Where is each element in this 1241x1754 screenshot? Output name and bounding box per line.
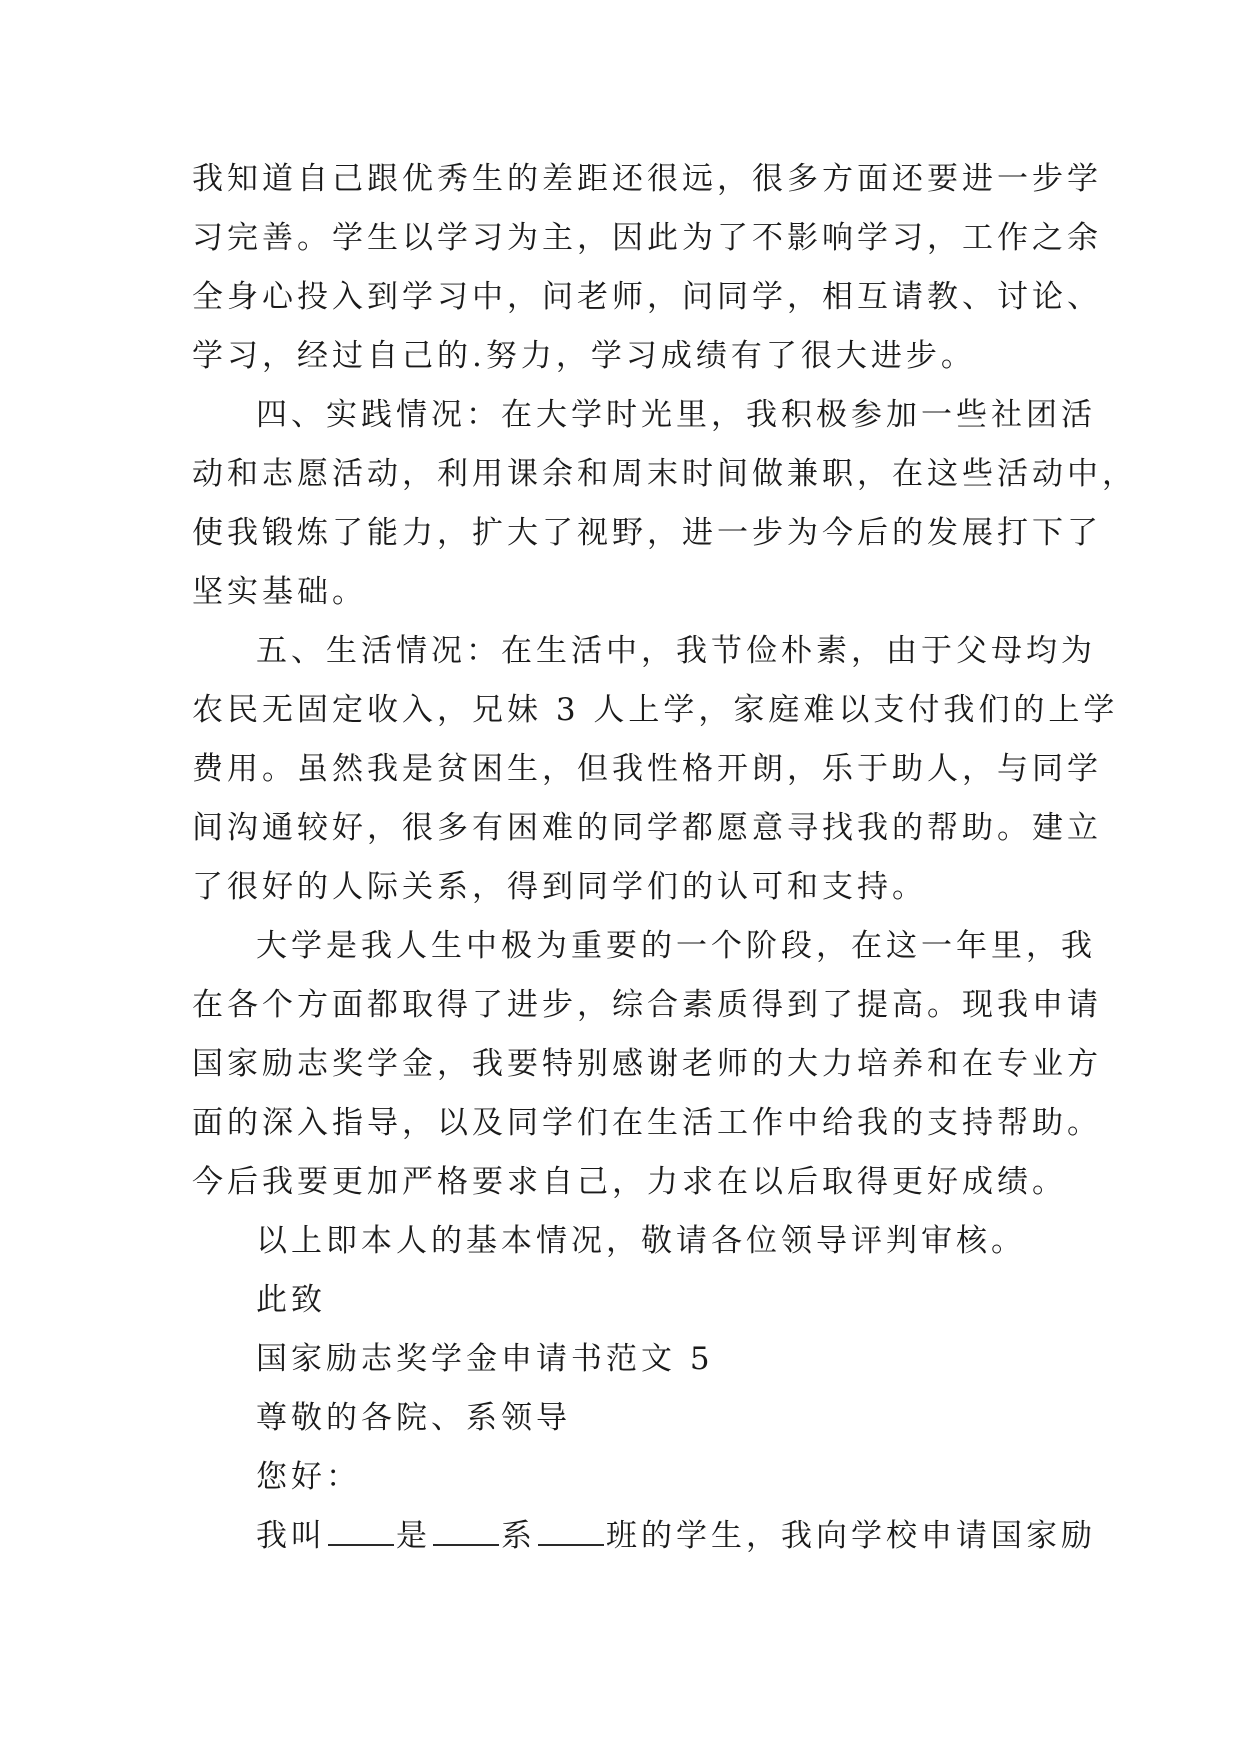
text-line: 国家励志奖学金，我要特别感谢老师的大力培养和在专业方 [192, 1046, 1102, 1082]
fill-text-department: 系 [501, 1518, 536, 1554]
text-line: 坚实基础。 [192, 574, 367, 610]
fill-in-line [192, 1507, 1096, 1566]
section-five-heading-line: 五、生活情况：在生活中，我节俭朴素，由于父母均为 [256, 633, 1096, 669]
text-line: 农民无固定收入，兄妹 3 人上学，家庭难以支付我们的上学 [192, 692, 1119, 728]
text-line: 习完善。学生以学习为主，因此为了不影响学习，工作之余 [192, 220, 1102, 256]
text-line: 在各个方面都取得了进步，综合素质得到了提高。现我申请 [192, 987, 1102, 1023]
closing-statement: 以上即本人的基本情况，敬请各位领导评判审核。 [256, 1223, 1026, 1259]
text-line: 面的深入指导，以及同学们在生活工作中给我的支持帮助。 [192, 1105, 1102, 1141]
text-line: 了很好的人际关系，得到同学们的认可和支持。 [192, 869, 927, 905]
addressee: 尊敬的各院、系领导 [256, 1400, 571, 1436]
fill-text-name: 我叫 [256, 1518, 326, 1554]
salutation-closing: 此致 [256, 1282, 326, 1318]
document-body [192, 150, 1137, 1566]
sample-title: 国家励志奖学金申请书范文 5 [256, 1341, 714, 1377]
text-line: 学习，经过自己的.努力，学习成绩有了很大进步。 [192, 338, 976, 374]
conclusion-paragraph-line: 大学是我人生中极为重要的一个阶段，在这一年里，我 [256, 928, 1096, 964]
greeting: 您好： [256, 1459, 361, 1495]
text-line: 间沟通较好，很多有困难的同学都愿意寻找我的帮助。建立 [192, 810, 1102, 846]
text-line: 费用。虽然我是贫困生，但我性格开朗，乐于助人，与同学 [192, 751, 1102, 787]
name-blank [328, 1518, 394, 1546]
fill-text-is: 是 [396, 1518, 431, 1554]
class-blank [538, 1518, 604, 1546]
text-line: 全身心投入到学习中，问老师，问同学，相互请教、讨论、 [192, 279, 1102, 315]
section-four-heading-line: 四、实践情况：在大学时光里，我积极参加一些社团活 [256, 397, 1096, 433]
text-line: 今后我要更加严格要求自己，力求在以后取得更好成绩。 [192, 1164, 1067, 1200]
text-line: 动和志愿活动，利用课余和周末时间做兼职，在这些活动中， [192, 456, 1137, 492]
text-line: 使我锻炼了能力，扩大了视野，进一步为今后的发展打下了 [192, 515, 1102, 551]
text-line: 我知道自己跟优秀生的差距还很远，很多方面还要进一步学 [192, 161, 1102, 197]
department-blank [433, 1518, 499, 1546]
fill-text-class: 班的学生，我向学校申请国家励 [606, 1518, 1096, 1554]
